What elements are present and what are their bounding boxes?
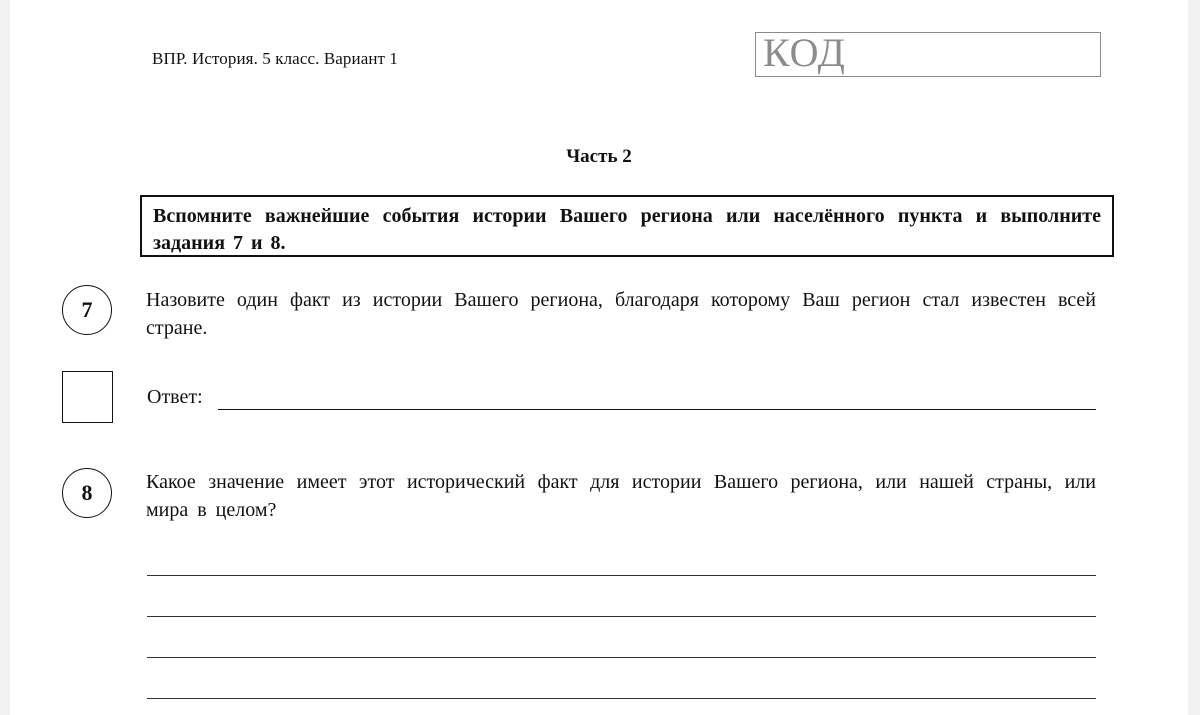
task-7-number: 7: [81, 297, 93, 322]
task-8-text: Какое значение имеет этот исторический факт для истории Вашего региона, или нашей страны, или мира в целом?: [146, 471, 1096, 521]
task-8-answer-line[interactable]: [147, 616, 1096, 617]
instruction-text: Вспомните важнейшие события истории Вашего региона или населённого пункта и выполните задания 7 и 8.: [153, 205, 1101, 254]
task-8-number: 8: [81, 480, 93, 505]
task-8-answer-line[interactable]: [147, 575, 1096, 576]
task-8-answer-line[interactable]: [147, 657, 1096, 658]
task-7-score-box: [62, 371, 113, 423]
code-label: КОД: [763, 30, 846, 75]
task-8-number-badge: [62, 468, 112, 518]
task-7-answer-line[interactable]: [218, 409, 1096, 410]
part-title: Часть 2: [566, 146, 632, 167]
task-7-answer-label: Ответ:: [147, 386, 203, 408]
code-field[interactable]: [755, 32, 1101, 77]
exam-page: [10, 0, 1188, 715]
exam-header-title: ВПР. История. 5 класс. Вариант 1: [152, 49, 399, 68]
task-7-text: Назовите один факт из истории Вашего региона, благодаря которому Ваш регион стал известен всей стране.: [146, 289, 1096, 339]
task-8-answer-line[interactable]: [147, 698, 1096, 699]
instruction-box: [140, 195, 1114, 257]
task-7-number-badge: [62, 285, 112, 335]
